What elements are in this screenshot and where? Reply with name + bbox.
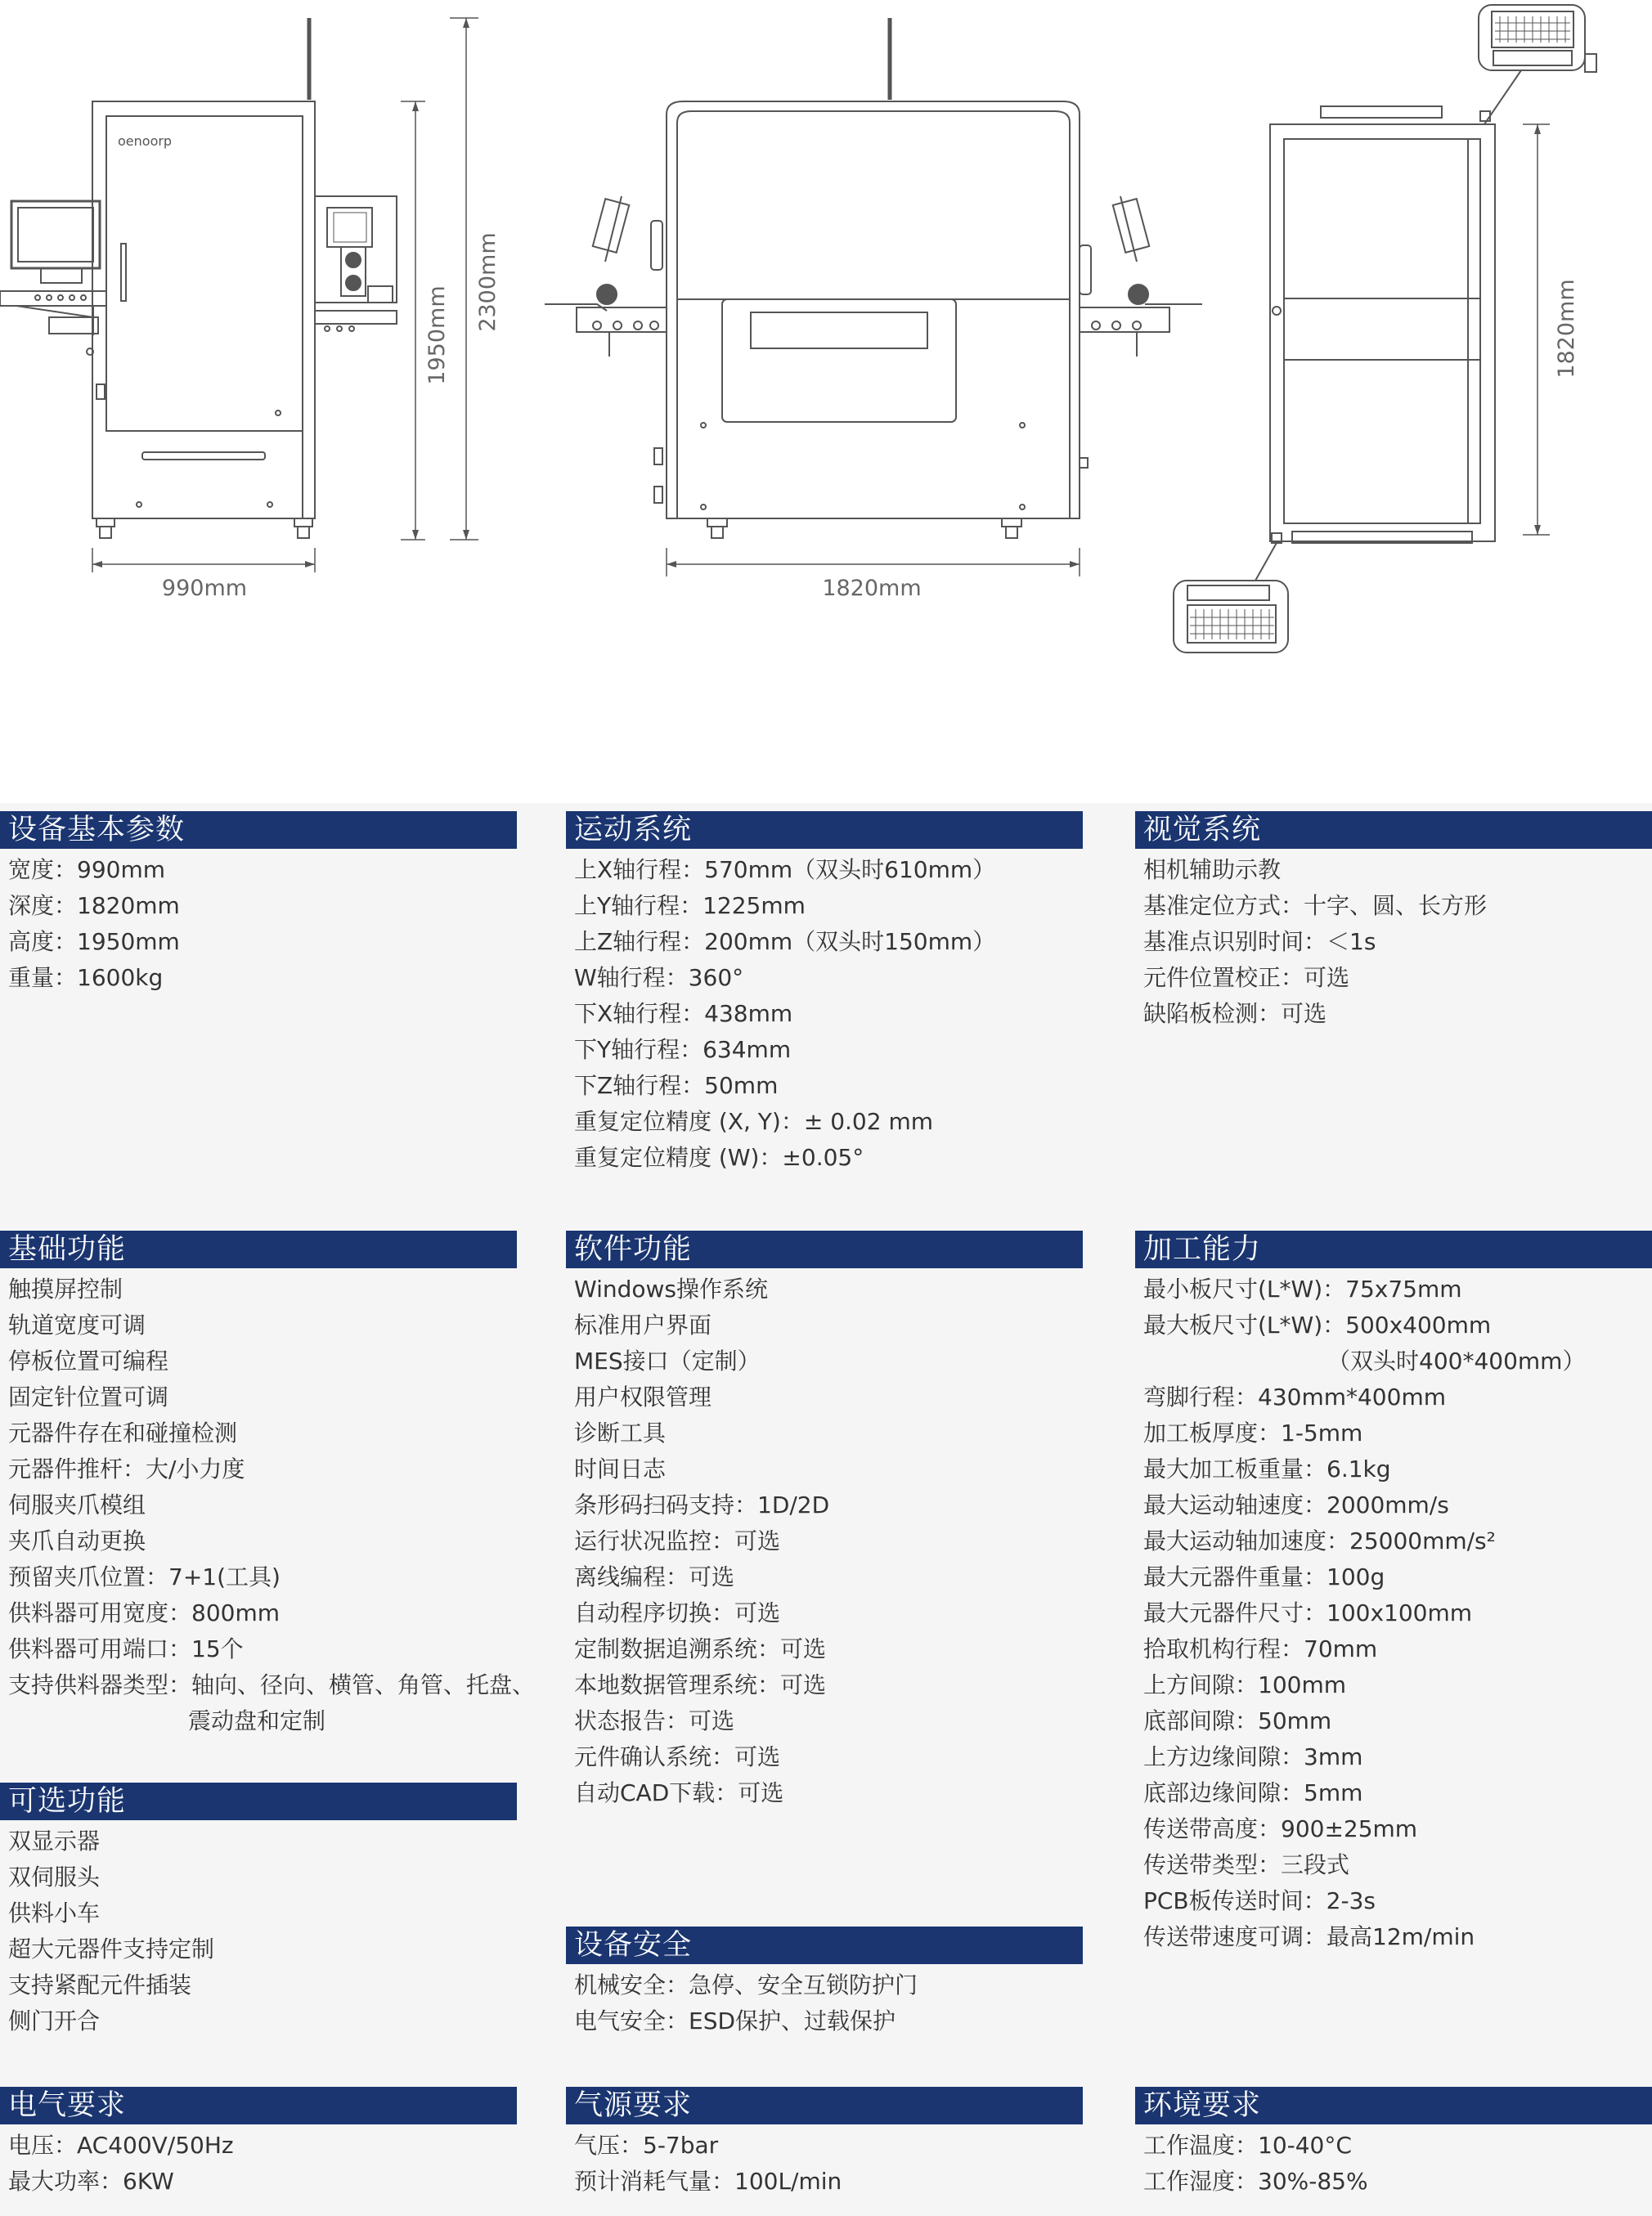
list-item: 轨道宽度可调 [8, 1312, 146, 1339]
list-item: 标准用户界面 [574, 1312, 712, 1339]
list-item: 重复定位精度 (X, Y)：± 0.02 mm [574, 1108, 933, 1135]
section-environment [1135, 2087, 1652, 2200]
list-item: 基准定位方式：十字、圆、长方形 [1143, 892, 1488, 919]
item-list [566, 1268, 1083, 1811]
list-item: 最大元器件重量：100g [1143, 1563, 1385, 1590]
section-title: 运动系统 [566, 811, 1083, 849]
list-item: 支持供料器类型：轴向、径向、横管、角管、托盘、 [8, 1671, 536, 1698]
item-list [1135, 1268, 1652, 1955]
list-item: 电气安全：ESD保护、过载保护 [574, 2007, 896, 2034]
list-item: 相机辅助示教 [1143, 856, 1282, 883]
list-item: 下Z轴行程：50mm [574, 1072, 779, 1099]
list-item: 预计消耗气量：100L/min [574, 2168, 842, 2195]
list-item: 气压：5-7bar [574, 2132, 719, 2159]
list-item: PCB板传送时间：2-3s [1143, 1887, 1376, 1914]
list-item: 缺陷板检测：可选 [1143, 1000, 1327, 1027]
list-item: 用户权限管理 [574, 1384, 712, 1411]
section-safety [566, 1927, 1083, 2039]
section-title: 视觉系统 [1135, 811, 1652, 849]
list-item: 上X轴行程：570mm（双头时610mm） [574, 856, 996, 883]
list-item: 诊断工具 [574, 1420, 667, 1447]
list-item: 伺服夹爪模组 [8, 1492, 146, 1518]
section-title: 可选功能 [0, 1783, 517, 1820]
list-item: 拾取机构行程：70mm [1143, 1635, 1378, 1662]
list-item: 元器件推杆：大/小力度 [8, 1456, 245, 1483]
list-item: 电压：AC400V/50Hz [8, 2132, 234, 2159]
list-item: 双伺服头 [8, 1864, 101, 1891]
list-item: 深度：1820mm [8, 892, 180, 919]
list-item: 最大功率：6KW [8, 2168, 174, 2195]
list-item: 停板位置可编程 [8, 1348, 169, 1375]
list-item: 传送带高度：900±25mm [1143, 1815, 1418, 1842]
section-title: 软件功能 [566, 1231, 1083, 1268]
section-motion [566, 811, 1083, 1176]
item-list [0, 1820, 517, 2039]
list-item: 上Y轴行程：1225mm [574, 892, 806, 919]
item-list [0, 2124, 517, 2200]
list-item: 超大元器件支持定制 [8, 1936, 215, 1963]
front-overall-height-label: 2300mm [475, 232, 501, 332]
list-item: 夹爪自动更换 [8, 1527, 146, 1554]
section-title: 设备基本参数 [0, 811, 517, 849]
list-item: 本地数据管理系统：可选 [574, 1671, 827, 1698]
list-item: 状态报告：可选 [574, 1707, 735, 1734]
item-list [0, 849, 517, 996]
item-list [566, 2124, 1083, 2200]
section-capability [1135, 1231, 1652, 1955]
top-depth-label: 1820mm [1554, 279, 1579, 379]
section-air [566, 2087, 1083, 2200]
item-list [0, 1268, 536, 1739]
list-item: W轴行程：360° [574, 964, 744, 991]
list-item: 最大加工板重量：6.1kg [1143, 1456, 1391, 1483]
list-item: 传送带速度可调：最高12m/min [1143, 1923, 1475, 1950]
specifications-panel [0, 803, 1652, 2216]
side-view [545, 18, 1202, 576]
list-item: 上方间隙：100mm [1143, 1671, 1346, 1698]
section-software [566, 1231, 1083, 1811]
list-item: 上Z轴行程：200mm（双头时150mm） [574, 928, 996, 955]
list-item: 宽度：990mm [8, 856, 165, 883]
list-item-continuation: （双头时400*400mm） [1327, 1348, 1586, 1375]
section-title: 环境要求 [1135, 2087, 1652, 2124]
section-vision [1135, 811, 1652, 1032]
side-depth-label: 1820mm [822, 576, 922, 601]
list-item: 工作湿度：30%-85% [1143, 2168, 1368, 2195]
list-item: 双显示器 [8, 1828, 101, 1855]
list-item: 重复定位精度 (W)：±0.05° [574, 1144, 864, 1171]
list-item: Windows操作系统 [574, 1276, 768, 1303]
list-item: 元件确认系统：可选 [574, 1743, 781, 1770]
list-item: 机械安全：急停、安全互锁防护门 [574, 1972, 918, 1998]
front-view [0, 18, 478, 572]
list-item: 最大元器件尺寸：100x100mm [1143, 1599, 1473, 1626]
list-item: 自动程序切换：可选 [574, 1599, 781, 1626]
list-item: 侧门开合 [8, 2007, 101, 2034]
item-list [566, 849, 1083, 1176]
list-item: 自动CAD下载：可选 [574, 1779, 784, 1806]
top-view [1174, 5, 1596, 653]
list-item: 重量：1600kg [8, 964, 164, 991]
section-title: 电气要求 [0, 2087, 517, 2124]
list-item: 上方边缘间隙：3mm [1143, 1743, 1363, 1770]
list-item: 定制数据追溯系统：可选 [574, 1635, 827, 1662]
item-list [1135, 2124, 1652, 2200]
list-item: 离线编程：可选 [574, 1563, 735, 1590]
list-item-continuation: 震动盘和定制 [188, 1707, 326, 1734]
list-item: 固定针位置可调 [8, 1384, 169, 1411]
list-item: 最大运动轴加速度：25000mm/s² [1143, 1527, 1496, 1554]
list-item: 高度：1950mm [8, 928, 180, 955]
list-item: 底部边缘间隙：5mm [1143, 1779, 1363, 1806]
technical-drawings [0, 0, 1652, 785]
section-title: 设备安全 [566, 1927, 1083, 1964]
front-width-label: 990mm [161, 576, 248, 601]
list-item: MES接口（定制） [574, 1348, 761, 1375]
list-item: 运行状况监控：可选 [574, 1527, 781, 1554]
item-list [566, 1964, 1083, 2039]
section-title: 基础功能 [0, 1231, 517, 1268]
list-item: 元件位置校正：可选 [1143, 964, 1350, 991]
list-item: 供料器可用端口：15个 [8, 1635, 244, 1662]
section-basic-params [0, 811, 517, 996]
list-item: 弯脚行程：430mm*400mm [1143, 1384, 1446, 1411]
list-item: 下X轴行程：438mm [574, 1000, 793, 1027]
front-height-label: 1950mm [424, 285, 450, 385]
list-item: 最大板尺寸(L*W)：500x400mm [1143, 1312, 1492, 1339]
section-optional-functions [0, 1783, 517, 2039]
list-item: 支持紧配元件插装 [8, 1972, 192, 1998]
list-item: 最大运动轴速度：2000mm/s [1143, 1492, 1449, 1518]
list-item: 供料小车 [8, 1900, 101, 1927]
list-item: 加工板厚度：1-5mm [1143, 1420, 1363, 1447]
list-item: 供料器可用宽度：800mm [8, 1599, 280, 1626]
list-item: 元器件存在和碰撞检测 [8, 1420, 238, 1447]
list-item: 最小板尺寸(L*W)：75x75mm [1143, 1276, 1462, 1303]
drawings-svg [0, 0, 1652, 785]
list-item: 传送带类型：三段式 [1143, 1851, 1350, 1878]
section-title: 加工能力 [1135, 1231, 1652, 1268]
item-list [1135, 849, 1652, 1032]
section-electric [0, 2087, 517, 2200]
section-title: 气源要求 [566, 2087, 1083, 2124]
section-basic-functions [0, 1231, 536, 1739]
front-logo: oenoorp [118, 133, 173, 149]
list-item: 下Y轴行程：634mm [574, 1036, 792, 1063]
list-item: 条形码扫码支持：1D/2D [574, 1492, 830, 1518]
list-item: 预留夹爪位置：7+1(工具) [8, 1563, 281, 1590]
list-item: 基准点识别时间：＜1s [1143, 928, 1376, 955]
list-item: 触摸屏控制 [8, 1276, 123, 1303]
list-item: 工作温度：10-40°C [1143, 2132, 1352, 2159]
list-item: 底部间隙：50mm [1143, 1707, 1332, 1734]
list-item: 时间日志 [574, 1456, 667, 1483]
